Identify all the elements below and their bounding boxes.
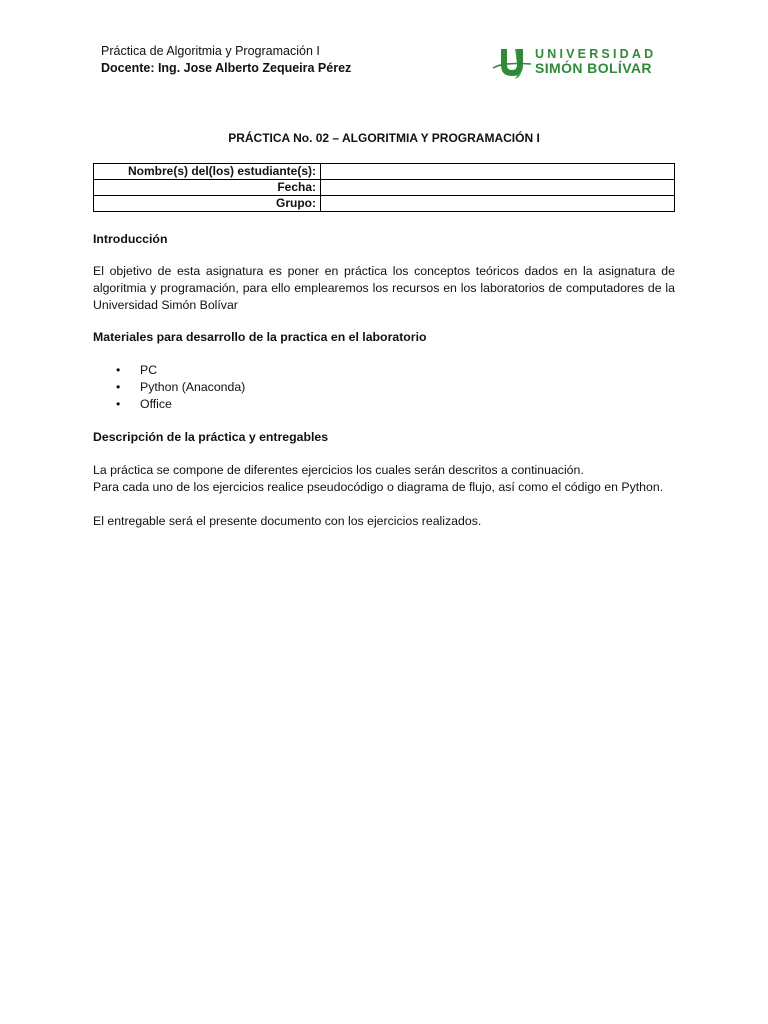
intro-paragraph: El objetivo de esta asignatura es poner en práctica los conceptos teóricos dados en la asignatura de algoritmia y programación, para ello emplearemos los recursos en los laboratorios de computadores de la Universidad Simón Bolívar <box>93 264 675 312</box>
table-row <box>94 196 675 212</box>
list-item-text: Office <box>140 397 172 411</box>
bullet-icon: • <box>116 363 121 377</box>
usb-emblem-icon <box>491 46 533 80</box>
description-paragraph-3: El entregable será el presente documento con los ejercicios realizados. <box>93 514 482 528</box>
materials-heading: Materiales para desarrollo de la practica en el laboratorio <box>93 330 427 344</box>
list-item <box>116 362 157 379</box>
table-row <box>94 180 675 196</box>
list-item <box>116 396 172 413</box>
university-logo <box>491 46 661 80</box>
description-paragraph-2: Para cada uno de los ejercicios realice pseudocódigo o diagrama de flujo, así como el código en Python. <box>93 480 664 494</box>
student-names-field[interactable] <box>321 164 675 180</box>
list-item <box>116 379 245 396</box>
group-field[interactable] <box>321 196 675 212</box>
student-info-table <box>93 163 675 212</box>
logo-university-text: UNIVERSIDAD <box>535 47 657 61</box>
date-field[interactable] <box>321 180 675 196</box>
header-course: Práctica de Algoritmia y Programación I <box>101 44 320 58</box>
bullet-icon: • <box>116 397 121 411</box>
document-title: PRÁCTICA No. 02 – ALGORITMIA Y PROGRAMACIÓN I <box>228 131 540 145</box>
description-heading: Descripción de la práctica y entregables <box>93 430 329 444</box>
logo-name-text: SIMÓN BOLÍVAR <box>535 60 652 76</box>
list-item-text: PC <box>140 363 158 377</box>
student-names-label: Nombre(s) del(los) estudiante(s): <box>94 164 321 180</box>
date-label: Fecha: <box>94 180 321 196</box>
description-paragraph-1: La práctica se compone de diferentes ejercicios los cuales serán descritos a continuación. <box>93 463 584 477</box>
intro-heading: Introducción <box>93 232 168 246</box>
table-row <box>94 164 675 180</box>
bullet-icon: • <box>116 380 121 394</box>
list-item-text: Python (Anaconda) <box>140 380 246 394</box>
header-teacher: Docente: Ing. Jose Alberto Zequeira Pérez <box>101 61 352 75</box>
group-label: Grupo: <box>94 196 321 212</box>
